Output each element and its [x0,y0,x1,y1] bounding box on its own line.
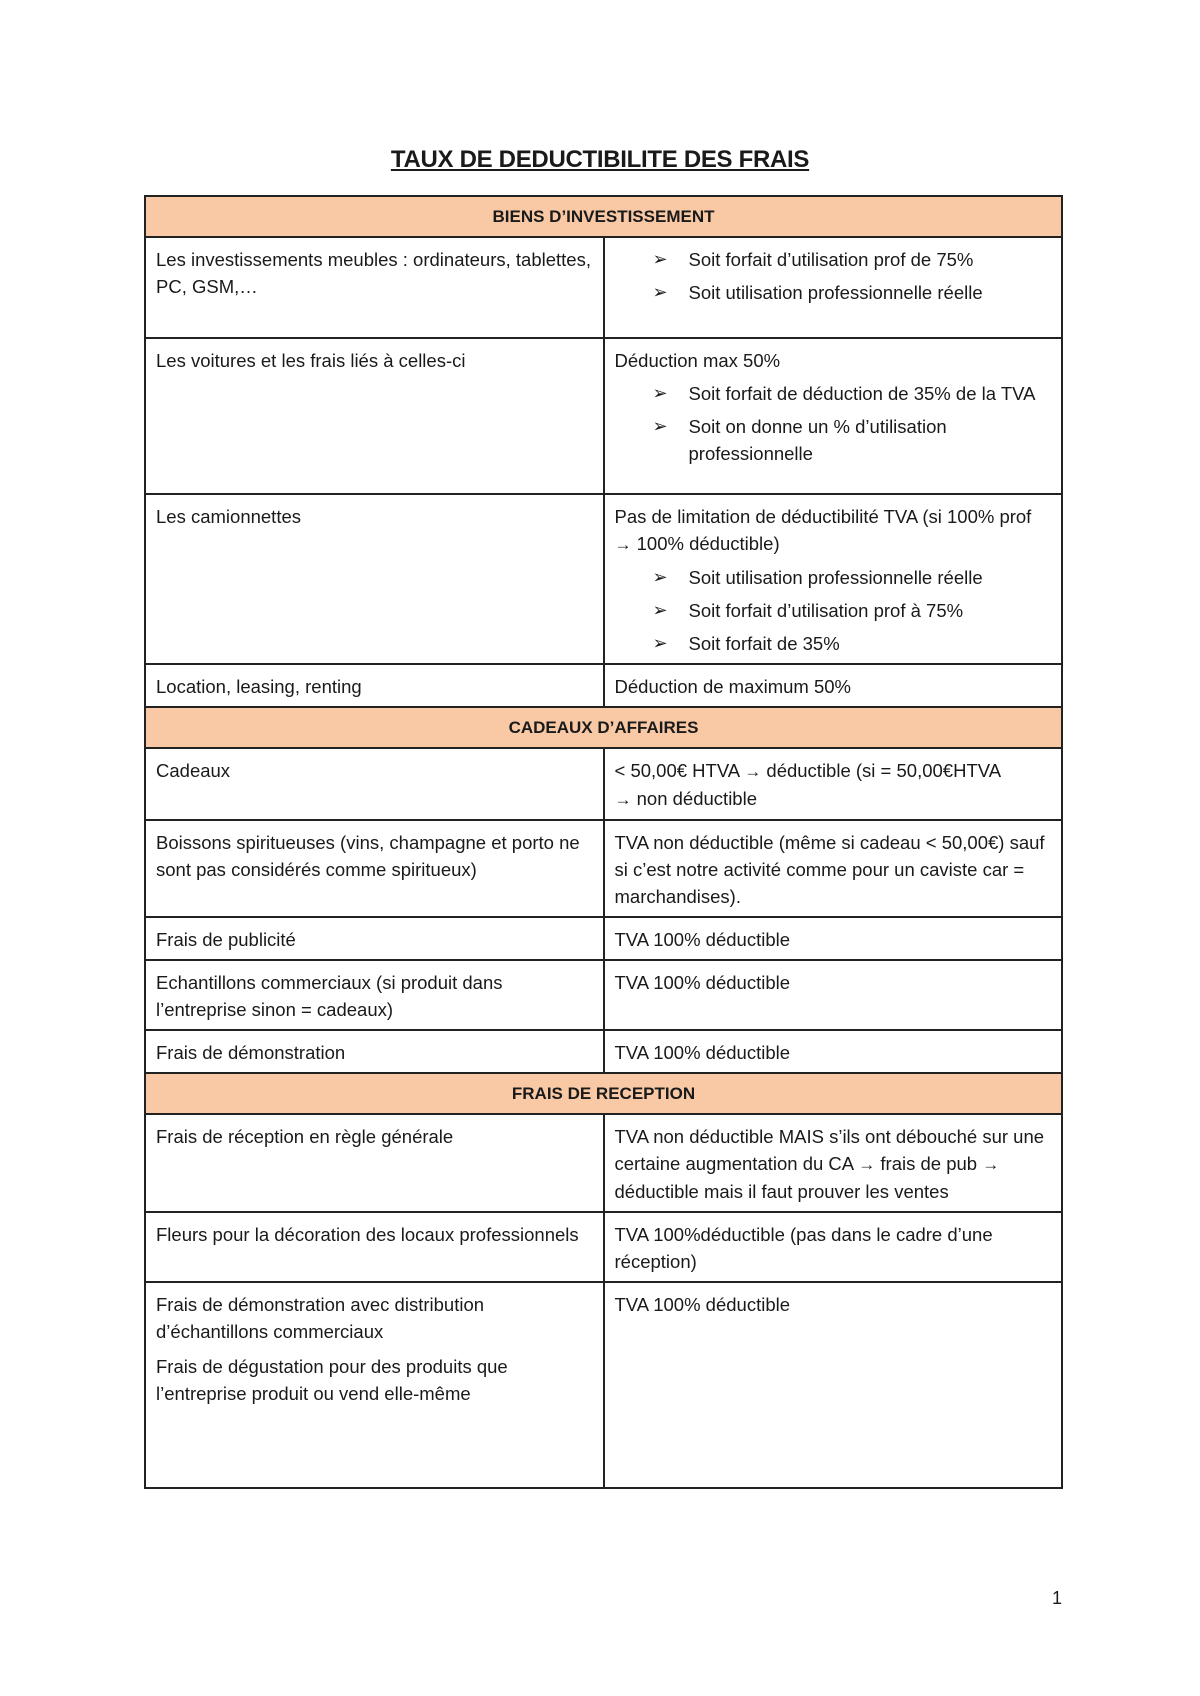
row-label: Frais de démonstration avec distribution d’échantillons commerciaux Frais de dégustation pour des produits que l’entreprise produit ou vend elle-même [145,1282,604,1488]
row-label: Boissons spiritueuses (vins, champagne et porto ne sont pas considérés comme spiritueux) [145,820,604,917]
table-row [145,748,1062,820]
arrow-bullet-icon: ➢ [652,282,668,302]
deductibility-table [144,195,1063,1489]
arrow-icon: → [744,762,762,781]
bullet-list [615,246,1052,306]
table-row [145,1030,1062,1073]
table-row [145,917,1062,960]
list-item: ➢ Soit on donne un % d’utilisation professionnelle [653,413,1052,467]
arrow-bullet-icon: ➢ [652,383,668,403]
row-value: Déduction max 50% ➢ Soit forfait de déduction de 35% de la TVA ➢ Soit on donne un % d’utilisation professionnelle [604,338,1063,494]
row-value: Pas de limitation de déductibilité TVA (si 100% prof → 100% déductible) ➢ Soit utilisation professionnelle réelle ➢ Soit forfait d’utilisation prof à 75% ➢ Soit forfait de 35% [604,494,1063,664]
row-label: Cadeaux [145,748,604,820]
row-value: TVA 100%déductible (pas dans le cadre d’une réception) [604,1212,1063,1282]
row-label: Frais de démonstration [145,1030,604,1073]
arrow-bullet-icon: ➢ [652,249,668,269]
list-item: ➢ Soit forfait d’utilisation prof de 75% [653,246,1052,273]
row-value: TVA non déductible (même si cadeau < 50,00€) sauf si c’est notre activité comme pour un caviste car = marchandises). [604,820,1063,917]
row-label: Les investissements meubles : ordinateurs, tablettes, PC, GSM,… [145,237,604,338]
arrow-icon: → [858,1155,876,1174]
row-label: Fleurs pour la décoration des locaux professionnels [145,1212,604,1282]
arrow-bullet-icon: ➢ [652,633,668,653]
table-row [145,820,1062,917]
arrow-icon: → [614,535,632,554]
table-row [145,664,1062,707]
section-header [145,196,1062,237]
table-row [145,494,1062,664]
row-label: Frais de réception en règle générale [145,1114,604,1212]
section-header [145,707,1062,748]
row-label: Les voitures et les frais liés à celles-ci [145,338,604,494]
table-row [145,237,1062,338]
arrow-bullet-icon: ➢ [652,416,668,436]
section-biens-investissement: BIENS D’INVESTISSEMENT [145,196,1062,237]
page-title: TAUX DE DEDUCTIBILITE DES FRAIS [390,146,810,173]
section-cadeaux-affaires: CADEAUX D’AFFAIRES [145,707,1062,748]
row-label: Les camionnettes [145,494,604,664]
section-frais-reception: FRAIS DE RECEPTION [145,1073,1062,1114]
list-item: ➢ Soit forfait de 35% [653,630,1052,657]
table-row [145,1114,1062,1212]
bullet-list [615,380,1052,467]
list-item: ➢ Soit forfait d’utilisation prof à 75% [653,597,1052,624]
row-value: < 50,00€ HTVA → déductible (si = 50,00€HTVA → non déductible [604,748,1063,820]
row-label: Location, leasing, renting [145,664,604,707]
table-row [145,1212,1062,1282]
arrow-bullet-icon: ➢ [652,567,668,587]
row-value: TVA 100% déductible [604,960,1063,1030]
row-value: TVA non déductible MAIS s’ils ont débouché sur une certaine augmentation du CA → frais de pub → déductible mais il faut prouver les ventes [604,1114,1063,1212]
list-item: ➢ Soit forfait de déduction de 35% de la TVA [653,380,1052,407]
table-row [145,1282,1062,1488]
row-value: Déduction de maximum 50% [604,664,1063,707]
list-item: ➢ Soit utilisation professionnelle réelle [653,279,1052,306]
row-value [604,237,1063,338]
row-value: TVA 100% déductible [604,917,1063,960]
bullet-list [615,564,1052,657]
row-value: TVA 100% déductible [604,1282,1063,1488]
table-row [145,960,1062,1030]
table-row [145,338,1062,494]
arrow-icon: → [982,1155,1000,1174]
page-number: 1 [1051,1588,1062,1608]
row-label: Frais de publicité [145,917,604,960]
arrow-bullet-icon: ➢ [652,600,668,620]
list-item: ➢ Soit utilisation professionnelle réelle [653,564,1052,591]
row-label: Echantillons commerciaux (si produit dans l’entreprise sinon = cadeaux) [145,960,604,1030]
row-value: TVA 100% déductible [604,1030,1063,1073]
section-header [145,1073,1062,1114]
arrow-icon: → [614,790,632,809]
